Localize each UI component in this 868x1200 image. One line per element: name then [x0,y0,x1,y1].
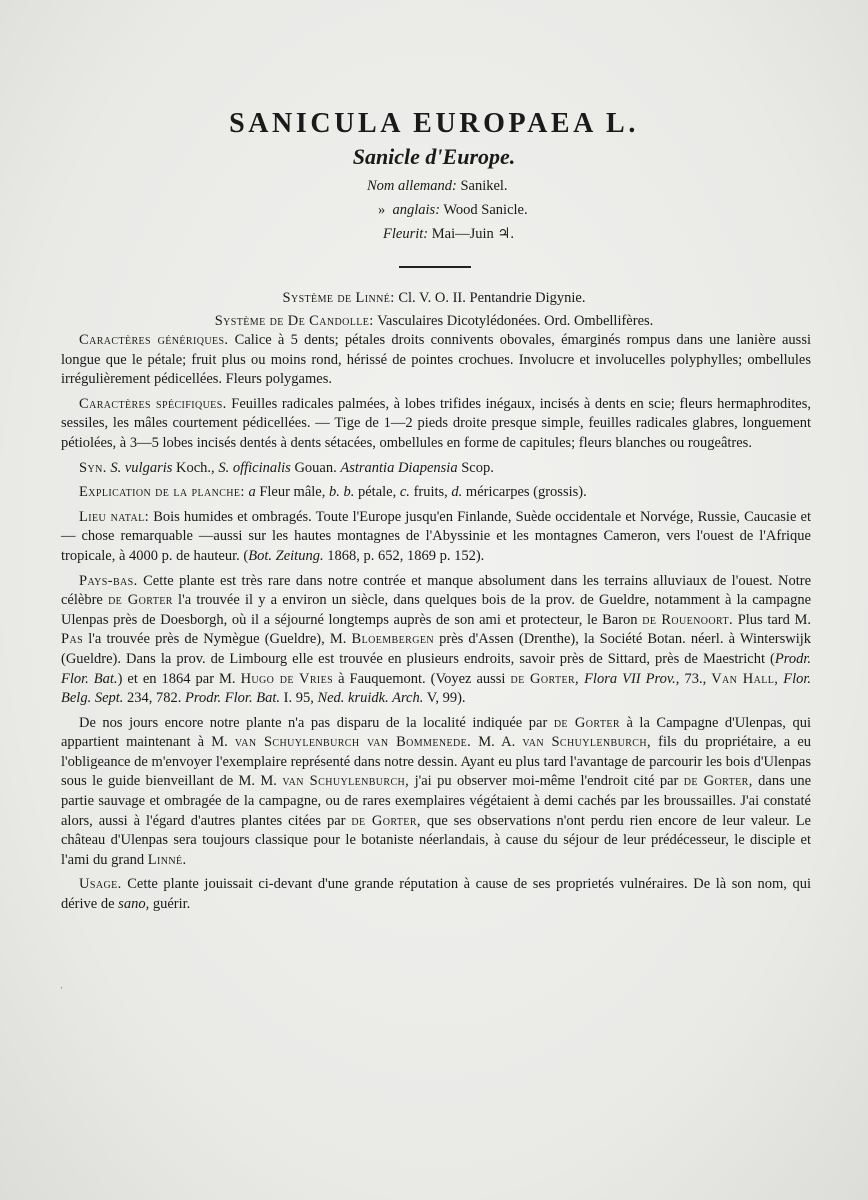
candolle-system-line [0,313,868,330]
person-name: de Gorter, [351,812,421,829]
usage-text: Cette plante jouissait ci-devant d'une grande réputation à cause de ses proprietés vulnéraires. De là son nom, qui dérive de [61,876,812,913]
plate-key-text: pétale, [358,484,397,501]
person-name: van Schuylenburch, [522,734,651,751]
usage-paragraph [61,875,811,914]
person-name: de Rouenoort. [642,611,734,628]
specific-characters-paragraph [61,395,811,454]
generic-characters-label: Caractères génériques. [79,332,229,348]
reference-title: Flor. Belg. Sept. [61,670,812,707]
present-day-text: dans une partie sauvage et ombragée de la campagne, ou de rares exemplaires végétaient à demi cachés par les broussailles. J'ai constaté alors, aussi à l'égard d'autres plantes citées par [61,773,812,829]
plate-explanation-label: Explication de la planche: [79,484,245,501]
native-habitat-paragraph [61,508,811,567]
reference-title: Flora VII Prov., [584,670,680,687]
synonym-author: Scop. [461,459,494,476]
page-subtitle: Sanicle d'Europe. [352,144,516,169]
reference-title: Bot. Zeitung. [248,547,324,564]
person-name: Pas [61,631,84,648]
german-name-row [367,178,508,195]
specific-characters-text: Feuilles radicales palmées, à lobes trifides inégaux, incisés à dents en scie; fleurs hermaphrodites, sessiles, les mâles courtement pédicellées. — Tige de 1—2 pieds droite presque simple, feuilles radicales glabres, longuement pétiolées, à 3—5 lobes incisés dentés à dents sétacées, ombellules en forme de capitules; fleurs blanches ou rougeâtres. [61,395,811,451]
stray-ink-mark: ˌ [60,978,64,989]
etymology-word: sano, [118,896,150,913]
present-day-text: j'ai pu observer moi-même l'endroit cité par [414,773,679,790]
plate-key-text: méricarpes (grossis). [465,484,587,501]
present-day-text: fils du propriétaire, a eu l'obligeance de m'envoyer l'exemplaire représenté dans notre dessin. Ayant eu plus tard l'avantage de parcourir les bois d'Ulenpas sous le guide bienveillant de M. M. [61,734,812,790]
person-name: de Gorter, [510,670,580,687]
usage-label: Usage. [79,876,122,893]
present-day-text: que ses observations n'ont perdu rien encore de leur valeur. Le château d'Ulenpas sera toujours classique pour le botaniste néerlandais, à cause du séjour de leur prédécesseur, le disciple et l'ami du grand [61,812,811,868]
person-name: de Gorter [553,714,620,731]
present-day-paragraph [61,714,811,871]
present-day-text: De nos jours encore notre plante n'a pas disparu de la localité indiquée par [79,714,548,731]
netherlands-paragraph [61,572,811,709]
synonym-author: Gouan. [294,459,337,476]
reference-title: Prodr. Flor. Bat. [61,650,811,687]
person-name: Linné. [147,851,187,868]
person-name: Hugo de Vries [240,670,334,687]
flowering-label: Fleurit: [383,226,429,242]
candolle-system-value: Vasculaires Dicotylédonées. Ord. Ombellifères. [377,313,654,329]
present-day-text: M. A. [478,734,516,751]
plate-key-letter: c. [399,484,410,501]
netherlands-text: Plus tard M. [737,611,812,628]
german-name-label: Nom allemand: [367,178,457,194]
description-body [61,331,811,915]
synonym-name: S. officinalis [218,459,291,476]
reference-paren: ( [243,547,249,564]
english-name-label: anglais: [392,202,441,218]
person-name: van Schuylenburch, [282,773,410,790]
ditto-mark: » [378,202,386,218]
english-name-value: Wood Sanicle. [443,202,528,218]
synonym-author: Koch., [176,459,215,476]
linne-system-value: Cl. V. O. II. Pentandrie Digynie. [398,290,586,306]
synonym-name: Astrantia Diapensia [340,459,458,476]
netherlands-text: à Fauquemont. (Voyez aussi [338,670,506,687]
native-habitat-label: Lieu natal: [79,508,150,525]
person-name: de Gorter [108,592,173,609]
native-habitat-text: Bois humides et ombragés. Toute l'Europe jusqu'en Finlande, Suède occidentale et Norvége, Russie, Caucasie et — chose remarquable —aussi sur les hautes montagnes de l'Abyssinie et les montagnes Cameron, vers l'ouest de l'Afrique tropicale, à 4000 p. de hauteur. [61,508,811,564]
synonyms-label: Syn. [79,459,107,476]
specific-characters-label: Caractères spécifiques. [79,395,227,412]
netherlands-text: 234, 782. [127,690,182,707]
flowering-value: Mai—Juin ♃. [431,226,515,242]
plate-key-letter: a [248,484,256,501]
plate-key-letter: b. b. [329,484,355,501]
netherlands-text: l'a trouvée il y a environ un siècle, dans quelques bois de la prov. de Gueldre, notamment à la campagne Ulenpas près de Doesborgh, où il a séjourné longtemps auprès de son ami et protecteur, le Baron [61,592,812,628]
plate-explanation-paragraph [61,483,811,503]
netherlands-text: I. 95, [283,690,314,707]
netherlands-text: l'a trouvée près de Nymègue (Gueldre), M. [88,631,347,648]
plate-key-text: fruits, [413,484,448,501]
linne-system-line [0,290,868,307]
netherlands-text: près d'Assen (Drenthe), la Société Botan. néerl. à Winterswijk (Gueldre). Dans la prov. de Limbourg elle est trouvée en plusieurs endroits, savoir près de Sittard, près de Maestricht ( [61,631,812,667]
netherlands-text: Cette plante est très rare dans notre contrée et manque absolument dans les terrains alluviaux de l'ouest. Notre célèbre [61,572,812,609]
synonyms-paragraph [61,459,811,479]
netherlands-label: Pays-bas. [79,572,138,589]
person-name: de Gorter, [683,773,753,790]
synonym-name: S. vulgaris [110,459,173,476]
reference-pages: 1868, p. 652, 1869 p. 152). [327,547,485,564]
german-name-value: Sanikel. [460,178,508,194]
netherlands-text: ) et en 1864 par M. [117,670,236,687]
title-divider [399,266,471,268]
person-name: van Schuylenburch van Bommenede. [234,734,472,751]
plate-key-text: Fleur mâle, [259,484,326,501]
plate-key-letter: d. [451,484,463,501]
netherlands-text: V, 99). [426,690,466,707]
generic-characters-paragraph [61,331,811,390]
generic-characters-text: Calice à 5 dents; pétales droits connivents obovales, émarginés rompus dans une lanière aussi longue que le pétale; fruit plus ou moins rond, hérissé de pointes crochues. Involucre et involucelles polyphylles; ombellules irrégulièrement pédicellées. Fleurs polygames. [61,332,811,388]
reference-title: Ned. kruidk. Arch. [317,690,424,707]
linne-system-label: Système de Linné: [282,290,395,306]
netherlands-text: 73., [684,670,707,687]
reference-title: Prodr. Flor. Bat. [185,690,280,707]
english-name-row [378,202,528,219]
flowering-row [383,226,514,243]
present-day-text: à la Campagne d'Ulenpas, qui appartient maintenant à M. [61,714,811,751]
page-title: SANICULA EUROPAEA L. [229,108,639,139]
person-name: Van Hall, [711,670,779,687]
usage-text: guérir. [152,896,191,913]
candolle-system-label: Système de De Candolle: [214,313,374,329]
person-name: Bloembergen [351,631,434,648]
